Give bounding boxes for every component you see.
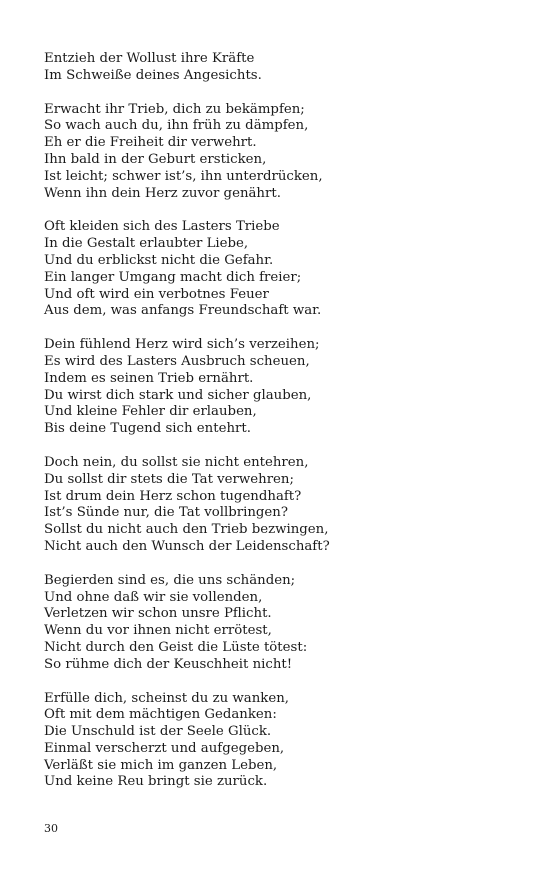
poem-line: Nicht auch den Wunsch der Leidenschaft?	[44, 538, 330, 554]
stanza	[44, 51, 504, 85]
poem-line: So wach auch du, ihn früh zu dämpfen,	[44, 118, 309, 134]
poem-line: Oft mit dem mächtigen Gedanken:	[44, 707, 277, 723]
poem-line: Einmal verscherzt und aufgegeben,	[44, 740, 285, 756]
stanza	[44, 337, 504, 438]
poem-line: Eh er die Freiheit dir verwehrt.	[44, 135, 257, 151]
poem-line: Sollst du nicht auch den Trieb bezwingen,	[44, 522, 329, 538]
poem-line: Wenn ihn dein Herz zuvor genährt.	[44, 185, 281, 201]
poem-line: Du wirst dich stark und sicher glauben,	[44, 387, 312, 403]
poem-line: Aus dem, was anfangs Freundschaft war.	[44, 303, 322, 319]
poem-line: Ist’s Sünde nur, die Tat vollbringen?	[44, 505, 288, 521]
poem-line: Im Schweiße deines Angesichts.	[44, 67, 262, 83]
poem-line: In die Gestalt erlaubter Liebe,	[44, 236, 249, 252]
poem-line: Verläßt sie mich im ganzen Leben,	[44, 757, 278, 773]
poem-line: Doch nein, du sollst sie nicht entehren,	[44, 454, 309, 470]
poem-line: Indem es seinen Trieb ernährt.	[44, 370, 254, 386]
poem-line: Und ohne daß wir sie vollenden,	[44, 589, 263, 605]
poem-line: Ihn bald in der Geburt ersticken,	[44, 151, 267, 167]
poem-line: Dein fühlend Herz wird sich’s verzeihen;	[44, 337, 320, 353]
poem-line: Und oft wird ein verbotnes Feuer	[44, 286, 269, 302]
poem-line: Ein langer Umgang macht dich freier;	[44, 269, 302, 285]
poem-line: Und du erblickst nicht die Gefahr.	[44, 252, 274, 268]
poem-line: Die Unschuld ist der Seele Glück.	[44, 724, 272, 740]
poem-body	[44, 51, 504, 808]
poem-line: Ist leicht; schwer ist’s, ihn unterdrücken,	[44, 168, 323, 184]
poem-line: Entzieh der Wollust ihre Kräfte	[44, 51, 255, 66]
poem-line: Du sollst dir stets die Tat verwehren;	[44, 471, 294, 487]
poem-line: Begierden sind es, die uns schänden;	[44, 572, 296, 588]
poem-line: Nicht durch den Geist die Lüste tötest:	[44, 639, 308, 655]
stanza	[44, 219, 504, 320]
poem-line: Bis deine Tugend sich entehrt.	[44, 421, 251, 437]
stanza	[44, 455, 504, 556]
page-number: 30	[44, 822, 58, 835]
stanza	[44, 573, 504, 674]
poem-line: Erfülle dich, scheinst du zu wanken,	[44, 690, 289, 706]
poem-line: Erwacht ihr Trieb, dich zu bekämpfen;	[44, 101, 305, 117]
poem-line: Verletzen wir schon unsre Pflicht.	[44, 606, 272, 622]
poem-line: Oft kleiden sich des Lasters Triebe	[44, 219, 280, 235]
poem-line: So rühme dich der Keuschheit nicht!	[44, 656, 293, 672]
poem-line: Ist drum dein Herz schon tugendhaft?	[44, 488, 302, 504]
poem-line: Und kleine Fehler dir erlauben,	[44, 404, 257, 420]
stanza	[44, 691, 504, 792]
poem-line: Es wird des Lasters Ausbruch scheuen,	[44, 353, 310, 369]
stanza	[44, 102, 504, 203]
poem-line: Wenn du vor ihnen nicht errötest,	[44, 623, 272, 639]
poem-line: Und keine Reu bringt sie zurück.	[44, 774, 268, 790]
